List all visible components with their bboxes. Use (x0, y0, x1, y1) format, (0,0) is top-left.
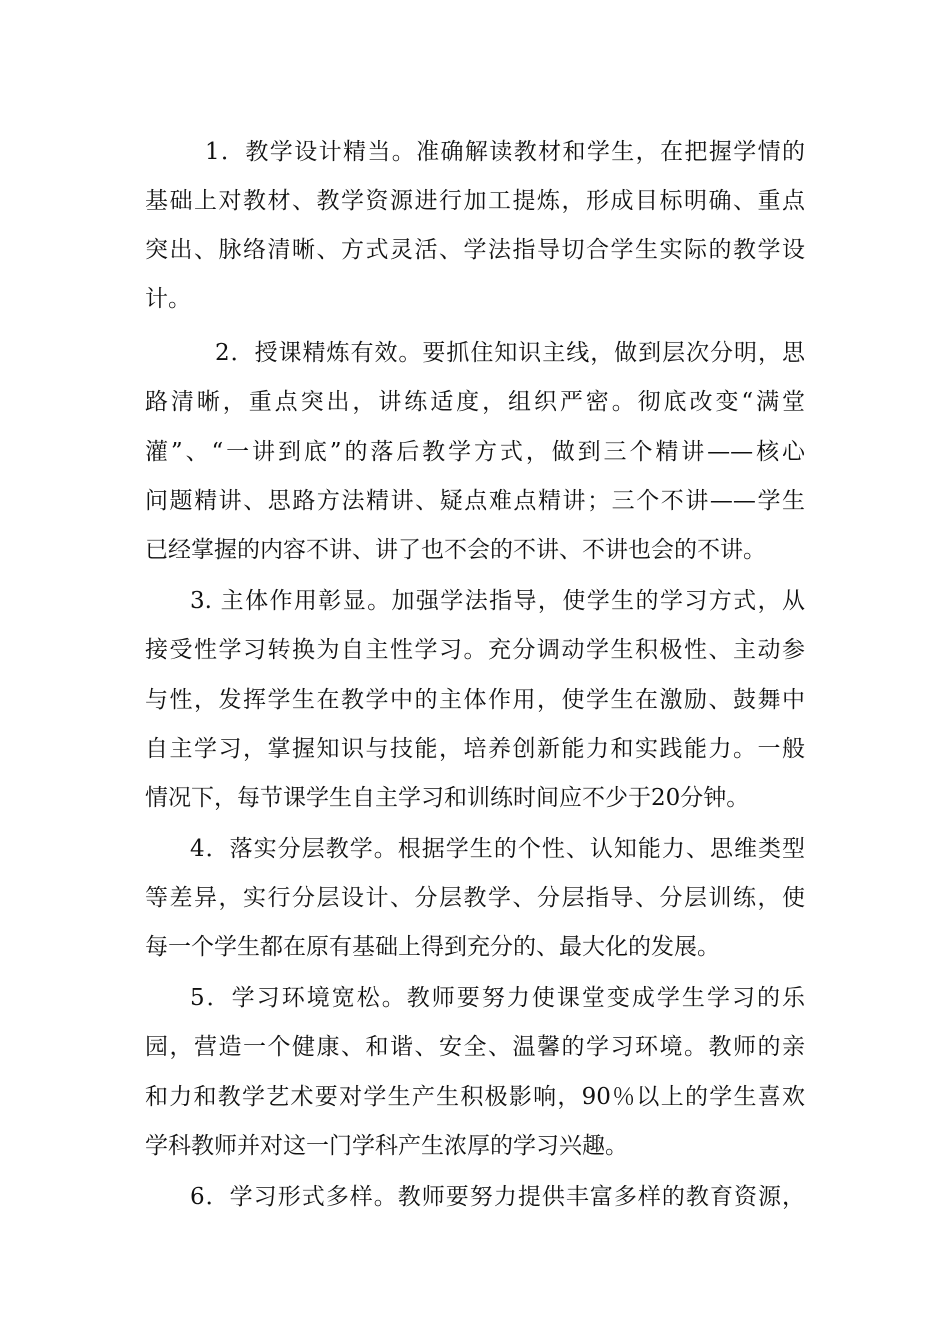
paragraph-3-line-1: 3. 主体作用彰显。加强学法指导，使学生的学习方式，从 (190, 588, 805, 614)
paragraph-5-line-4: 学科教师并对这一门学科产生浓厚的学习兴趣。 (145, 1133, 628, 1159)
paragraph-2-line-5: 已经掌握的内容不讲、讲了也不会的不讲、不讲也会的不讲。 (145, 537, 766, 563)
paragraph-4-line-3: 每一个学生都在原有基础上得到充分的、最大化的发展。 (145, 934, 720, 960)
paragraph-6-line-1: 6．学习形式多样。教师要努力提供丰富多样的教育资源， (190, 1184, 805, 1210)
paragraph-3-line-5: 情况下，每节课学生自主学习和训练时间应不少于20分钟。 (145, 785, 750, 811)
paragraph-1-line-3: 突出、脉络清晰、方式灵活、学法指导切合学生实际的教学设 (145, 237, 805, 263)
paragraph-4-line-2: 等差异，实行分层设计、分层教学、分层指导、分层训练，使 (145, 885, 805, 911)
paragraph-4-line-1: 4．落实分层教学。根据学生的个性、认知能力、思维类型 (190, 836, 805, 862)
paragraph-5-line-3: 和力和教学艺术要对学生产生积极影响，90％以上的学生喜欢 (145, 1084, 805, 1110)
paragraph-3-line-4: 自主学习，掌握知识与技能，培养创新能力和实践能力。一般 (145, 736, 805, 762)
paragraph-3-line-2: 接受性学习转换为自主性学习。充分调动学生积极性、主动参 (145, 637, 805, 663)
paragraph-1-line-1: 1．教学设计精当。准确解读教材和学生，在把握学情的 (205, 139, 805, 165)
paragraph-2-line-4: 问题精讲、思路方法精讲、疑点难点精讲；三个不讲——学生 (145, 488, 805, 514)
paragraph-5-line-1: 5．学习环境宽松。教师要努力使课堂变成学生学习的乐 (190, 985, 805, 1011)
paragraph-2-line-2: 路清晰，重点突出，讲练适度，组织严密。彻底改变“满堂 (145, 389, 805, 415)
paragraph-2-line-1: 2．授课精炼有效。要抓住知识主线，做到层次分明，思 (215, 340, 805, 366)
paragraph-5-line-2: 园，营造一个健康、和谐、安全、温馨的学习环境。教师的亲 (145, 1034, 805, 1060)
paragraph-1-line-4: 计。 (145, 286, 191, 312)
paragraph-1-line-2: 基础上对教材、教学资源进行加工提炼，形成目标明确、重点 (145, 188, 805, 214)
paragraph-3-line-3: 与性，发挥学生在教学中的主体作用，使学生在激励、鼓舞中 (145, 687, 805, 713)
paragraph-2-line-3: 灌”、“一讲到底”的落后教学方式，做到三个精讲——核心 (145, 439, 805, 465)
